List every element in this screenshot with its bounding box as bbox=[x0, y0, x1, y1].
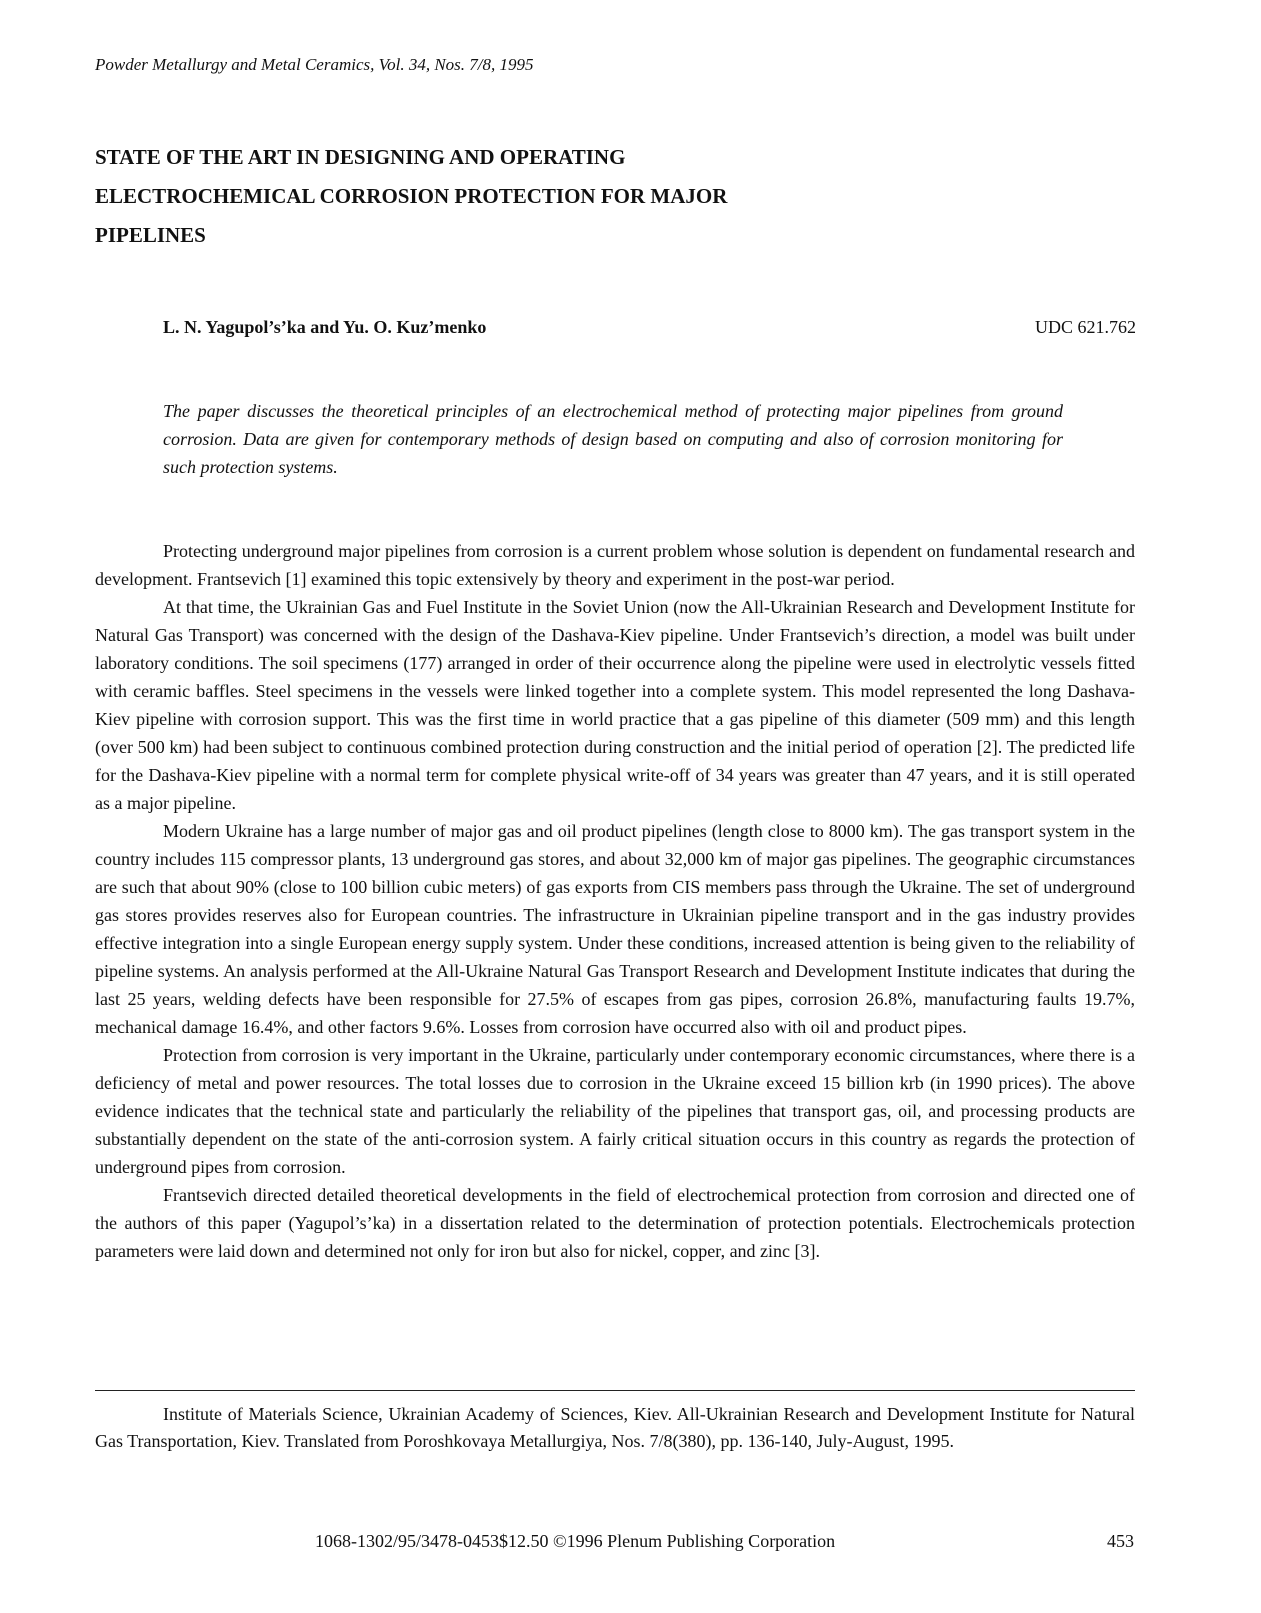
body-paragraph: Protecting underground major pipelines from corrosion is a current problem whose solution is dependent on fundamental research and development. Frantsevich [1] examined this topic extensively by theory and experiment in the post-war period. bbox=[95, 541, 1135, 589]
publication-info: 1068-1302/95/3478-0453$12.50 ©1996 Plenum Publishing Corporation bbox=[315, 1531, 836, 1551]
body-paragraph: Protection from corrosion is very important in the Ukraine, particularly under contemporary economic circumstances, where there is a deficiency of metal and power resources. The total losses due to corrosion in the Ukraine exceed 15 billion krb (in 1990 prices). The above evidence indicates that the technical state and particularly the reliability of the pipelines that transport gas, oil, and processing products are substantially dependent on the state of the anti-corrosion system. A fairly critical situation occurs in this country as regards the protection of underground pipes from corrosion. bbox=[95, 1045, 1135, 1177]
body-text bbox=[95, 537, 1135, 1265]
page-number: 453 bbox=[1107, 1531, 1134, 1551]
title-line: ELECTROCHEMICAL CORROSION PROTECTION FOR MAJOR bbox=[95, 184, 728, 208]
journal-citation: Powder Metallurgy and Metal Ceramics, Vol. 34, Nos. 7/8, 1995 bbox=[95, 55, 534, 74]
body-paragraph: Modern Ukraine has a large number of major gas and oil product pipelines (length close to 8000 km). The gas transport system in the country includes 115 compressor plants, 13 underground gas stores, and about 32,000 km of major gas pipelines. The geographic circumstances are such that about 90% (close to 100 billion cubic meters) of gas exports from CIS members pass through the Ukraine. The set of underground gas stores provides reserves also for European countries. The infrastructure in Ukrainian pipeline transport and in the gas industry provides effective integration into a single European energy supply system. Under these conditions, increased attention is being given to the reliability of pipeline systems. An analysis performed at the All-Ukraine Natural Gas Transport Research and Development Institute indicates that during the last 25 years, welding defects have been responsible for 27.5% of escapes from gas pipes, corrosion 26.8%, manufacturing faults 19.7%, mechanical damage 16.4%, and other factors 9.6%. Losses from corrosion have occurred also with oil and product pipes. bbox=[95, 821, 1135, 1037]
body-paragraph: At that time, the Ukrainian Gas and Fuel Institute in the Soviet Union (now the All-Ukrainian Research and Development Institute for Natural Gas Transport) was concerned with the design of the Dashava-Kiev pipeline. Under Frantsevich’s direction, a model was built under laboratory conditions. The soil specimens (177) arranged in order of their occurrence along the pipeline were used in electrolytic vessels fitted with ceramic baffles. Steel specimens in the vessels were linked together into a complete system. This model represented the long Dashava-Kiev pipeline with corrosion support. This was the first time in world practice that a gas pipeline of this diameter (509 mm) and this length (over 500 km) had been subject to continuous combined protection during construction and the initial period of operation [2]. The predicted life for the Dashava-Kiev pipeline with a normal term for complete physical write-off of 34 years was greater than 47 years, and it is still operated as a major pipeline. bbox=[95, 597, 1135, 813]
body-paragraph: Frantsevich directed detailed theoretical developments in the field of electrochemical protection from corrosion and directed one of the authors of this paper (Yagupol’s’ka) in a dissertation related to the determination of protection potentials. Electrochemicals protection parameters were laid down and determined not only for iron but also for nickel, copper, and zinc [3]. bbox=[95, 1185, 1135, 1261]
paper-title bbox=[95, 138, 855, 255]
authors: L. N. Yagupol’s’ka and Yu. O. Kuz’menko bbox=[163, 317, 487, 337]
footnote-divider bbox=[95, 1390, 1135, 1391]
title-line: PIPELINES bbox=[95, 223, 206, 247]
udc-code: UDC 621.762 bbox=[1034, 317, 1136, 337]
footnote: Institute of Materials Science, Ukrainian Academy of Sciences, Kiev. All-Ukrainian Research and Development Institute for Natural Gas Transportation, Kiev. Translated from Poroshkovaya Metallurgiya, Nos. 7/8(380), pp. 136-140, July-August, 1995. bbox=[95, 1404, 1135, 1451]
abstract: The paper discusses the theoretical principles of an electrochemical method of protecting major pipelines from ground corrosion. Data are given for contemporary methods of design based on computing and also of corrosion monitoring for such protection systems. bbox=[163, 401, 1063, 477]
title-line: STATE OF THE ART IN DESIGNING AND OPERATING bbox=[95, 145, 626, 169]
